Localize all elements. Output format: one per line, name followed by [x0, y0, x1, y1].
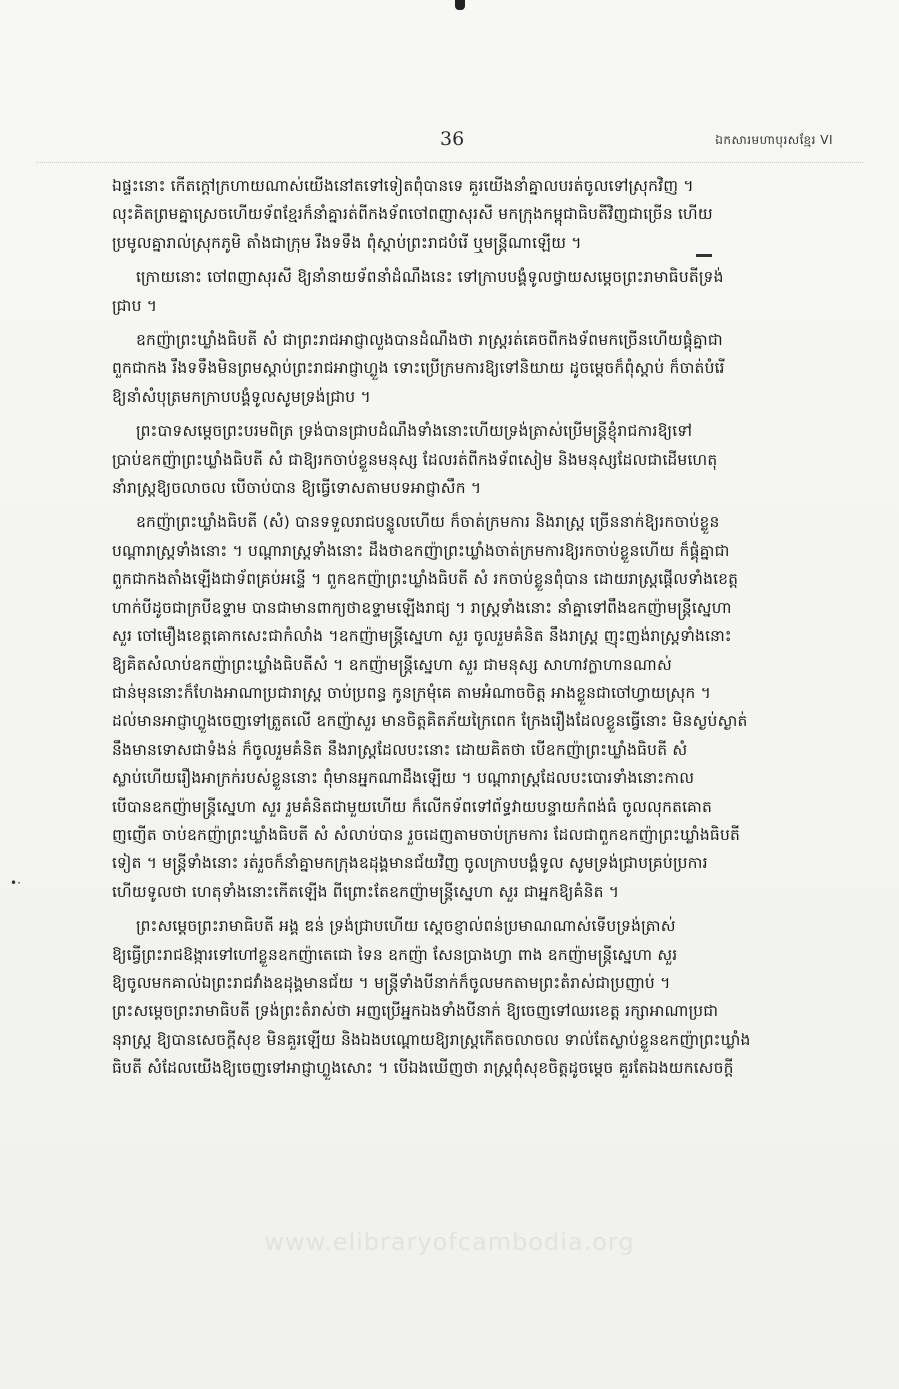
text-line: ព្រះបាទសម្តេចព្រះបរមពិត្រ ទ្រង់បានជ្រាបដំណឹងទាំងនោះហើយទ្រង់ត្រាស់ប្រើមន្ត្រីខ្ញុំរាជការឱ្យទៅ	[136, 422, 693, 441]
page-header	[0, 128, 899, 156]
paragraph	[112, 417, 824, 502]
text-line: ពួកជាកង រឹងទទឹងមិនព្រមស្តាប់ព្រះរាជអាជ្ញាហ្លួង ទោះប្រើក្រមការឱ្យទៅនិយាយ ដូចម្តេចក៏ពុំស្តាប់ ក៏ចាត់បំរើ	[112, 359, 725, 378]
text-line: ប្រាប់ឧកញ៉ាព្រះឃ្លាំងធិបតី សំ ជាឱ្យរកចាប់ខ្លួនមនុស្ស ដែលរត់ពីកងទ័ពសៀម និងមនុស្សដែលជាដើមហេតុ	[112, 450, 718, 469]
text-line: ឯផ្ទះនោះ កើតក្តៅក្រហាយណាស់យើងនៅតទៅទៀតពុំបានទេ គួរយើងនាំគ្នាលបរត់ចូលទៅស្រុកវិញ ។	[112, 177, 694, 195]
text-line: ជ្រាប ។	[112, 296, 158, 315]
text-line: ហាក់បីដូចជាក្របីឧទ្ទាម បានជាមានពាក្យថាឧទ្ទាមឡើងរាជ្យ ។ រាស្ត្រទាំងនោះ នាំគ្នាទៅពឹងឧកញ៉ាមន្ត្រីស្នេហា	[112, 598, 732, 617]
text-line: ឱ្យគិតសំលាប់ឧកញ៉ាព្រះឃ្លាំងធិបតីសំ ។ ឧកញ៉ាមន្ត្រីស្នេហា សួរ ជាមនុស្ស សាហាវក្លាហានណាស់	[112, 655, 672, 674]
text-line: ស្លាប់ហើយរឿងអាក្រក់របស់ខ្លួននោះ ពុំមានអ្នកណាដឹងឡើយ ។ បណ្តារាស្ត្រដែលបះបោរទាំងនោះកាល	[112, 769, 695, 788]
paragraph	[112, 912, 824, 1082]
paragraph	[112, 326, 824, 411]
paragraph	[112, 263, 824, 320]
text-line: បណ្តារាស្ត្រទាំងនោះ ។ បណ្តារាស្ត្រទាំងនោះ ដឹងថាឧកញ៉ាព្រះឃ្លាំងចាត់ក្រមការឱ្យរកចាប់ខ្លួនហើយ ក៏ផ្គុំគ្នាជា	[112, 541, 730, 560]
text-line: នាំរាស្ត្រឱ្យចលាចល បើចាប់បាន ឱ្យធ្វើទោសតាមបទអាជ្ញាសឹក ។	[112, 479, 482, 498]
text-line: ពួកជាកងតាំងឡើងជាទ័ពគ្រប់អន្ទើ ។ ពួកឧកញ៉ាព្រះឃ្លាំងធិបតី សំ រកចាប់ខ្លួនពុំបាន ដោយរាស្ត្រផ្តើលទាំងខេត្ត	[112, 570, 739, 589]
text-line: ឧកញ៉ាព្រះឃ្លាំងធិបតី សំ ជាព្រះរាជអាជ្ញាលួងបានដំណឹងថា រាស្ត្ររត់គេចពីកងទ័ពមកច្រើនហើយផ្គុំគ្នាជា	[136, 331, 723, 350]
text-line: ឱ្យនាំសំបុត្រមកក្រាបបង្គំទូលសូមទ្រង់ជ្រាប ។	[112, 387, 371, 406]
running-title: ឯកសារមហាបុរសខ្មែរ VI	[715, 133, 833, 147]
text-line: សួរ ចៅមឿងខេត្តគោកសេះជាកំលាំង ។ឧកញ៉ាមន្ត្រីស្នេហា សួរ ចូលរួមគំនិត នឹងរាស្ត្រ ញុះញង់រាស្ត្រទាំងនោះ	[112, 627, 732, 646]
text-line: នឹងមានទោសជាទំងន់ ក៏ចូលរួមគំនិត នឹងរាស្ត្រដែលបះនោះ ដោយគិតថា បើឧកញ៉ាព្រះឃ្លាំងធិបតី សំ	[112, 740, 688, 759]
ink-blot	[455, 0, 465, 10]
text-line: ហើយទូលថា ហេតុទាំងនោះកើតឡើង ពីព្រោះតែឧកញ៉ាមន្ត្រីស្នេហា សួរ ជាអ្នកឱ្យគំនិត ។	[112, 882, 620, 901]
text-line: ព្រះសម្តេចព្រះរាមាធិបតី អង្គ ឌន់ ទ្រង់ជ្រាបហើយ ស្តេចខ្ញាល់ពន់ប្រមាណណាស់ទើបទ្រង់ត្រាស់	[136, 917, 676, 936]
watermark: www.elibraryofcambodia.org	[264, 1228, 635, 1256]
text-line: ញញើត ចាប់ឧកញ៉ាព្រះឃ្លាំងធិបតី សំ សំលាប់បាន រួចដេញតាមចាប់ក្រមការ ដែលជាពួកឧកញ៉ាព្រះឃ្លាំងធិបតី	[112, 825, 741, 844]
text-line: ក្រោយនោះ ចៅពញាសុរសី ឱ្យនាំនាយទ័ពនាំដំណឹងនេះ ទៅក្រាបបង្គំទូលថ្វាយសម្តេចព្រះរាមាធិបតីទ្រង់	[136, 268, 724, 287]
text-line: ធិបតី សំដែលយើងឱ្យចេញទៅអាជ្ញាហ្លួងសោះ ។ បើឯងឃើញថា រាស្ត្រពុំសុខចិត្តដូចម្តេច គួរតែឯងយកសេចក្តី	[112, 1059, 734, 1078]
text-line: ប្រមូលគ្នារាល់ស្រុកភូមិ តាំងជាក្រុម រឹងទទឹង ពុំស្តាប់ព្រះរាជបំរើ ឬមន្ត្រីណាឡើយ ។	[112, 233, 582, 252]
paragraph	[112, 508, 824, 906]
text-line: ឧកញ៉ាព្រះឃ្លាំងធិបតី (សំ) បានទទួលរាជបន្ទូលហើយ ក៏ចាត់ក្រមការ និងរាស្ត្រ ច្រើននាក់ឱ្យរកចាប់ខ្លួន	[136, 513, 720, 532]
text-line: នុរាស្ត្រ ឱ្យបានសេចក្តីសុខ មិនគួរឡើយ និងឯងបណ្តោយឱ្យរាស្ត្រកើតចលាចល ទាល់តែស្លាប់ខ្លួនឧកញ៉ាព្រះឃ្លាំង	[112, 1030, 751, 1049]
header-rule	[36, 162, 863, 163]
text-line: បើបានឧកញ៉ាមន្ត្រីស្នេហា សួរ រួមគំនិតជាមួយហើយ ក៏លើកទ័ពទៅព័ទ្ធវាយបន្ទាយកំពង់ធំ ចូលលុកតគោត	[112, 797, 713, 816]
page-number: 36	[440, 128, 465, 150]
text-line: ទៀត ។ មន្ត្រីទាំងនោះ រត់រួចក៏នាំគ្នាមកក្រុងឧដុង្គមានជ័យវិញ ចូលក្រាបបង្គំទូល សូមទ្រង់ជ្រាបគ្រប់ប្រការ	[112, 854, 708, 873]
text-line: ព្រះសម្តេចព្រះរាមាធិបតី ទ្រង់ព្រះតំរាស់ថា អញប្រើអ្នកឯងទាំងបីនាក់ ឱ្យចេញទៅឈរខេត្ត រក្សាអាណាប្រជា	[112, 1002, 719, 1021]
text-line: ឱ្យចូលមកគាល់ឯព្រះរាជវាំងឧដុង្គមានជ័យ ។ មន្ត្រីទាំងបីនាក់ក៏ចូលមកតាមព្រះតំរាស់ជាប្រញាប់ ។	[112, 973, 671, 992]
text-line: ដល់មានអាជ្ញាហ្លួងចេញទៅត្រួតលើ ឧកញ៉ាសួរ មានចិត្តគិតភ័យក្រៃពេក ក្រែងរឿងដែលខ្លួនធ្វើនោះ មិនស្ងប់ស្ងាត់	[112, 712, 748, 731]
body-text	[112, 172, 824, 1089]
text-line: លុះគិតព្រមគ្នាស្រេចហើយទ័ពខ្មែរក៏នាំគ្នារត់ពីកងទ័ពចៅពញាសុរសី មកក្រុងកម្ពុជាធិបតីវិញជាច្រើន ហើយ	[112, 205, 713, 224]
text-line: ជាន់មុននោះក៏ហែងអាណាប្រជារាស្ត្រ ចាប់ប្រពន្ធ កូនក្រមុំគេ តាមអំណាចចិត្ត អាងខ្លួនជាចៅហ្វាយស្រុក ។	[112, 683, 712, 702]
margin-mark: •·	[10, 876, 21, 890]
paragraph	[112, 172, 824, 257]
text-line: ឱ្យធ្វើព្រះរាជឱង្ការទៅហៅខ្លួនឧកញ៉ាតេជោ ទៃន ឧកញ៉ា សែនប្រាងហ្វា ពាង ឧកញ៉ាមន្ត្រីស្នេហា សួរ	[112, 945, 678, 964]
